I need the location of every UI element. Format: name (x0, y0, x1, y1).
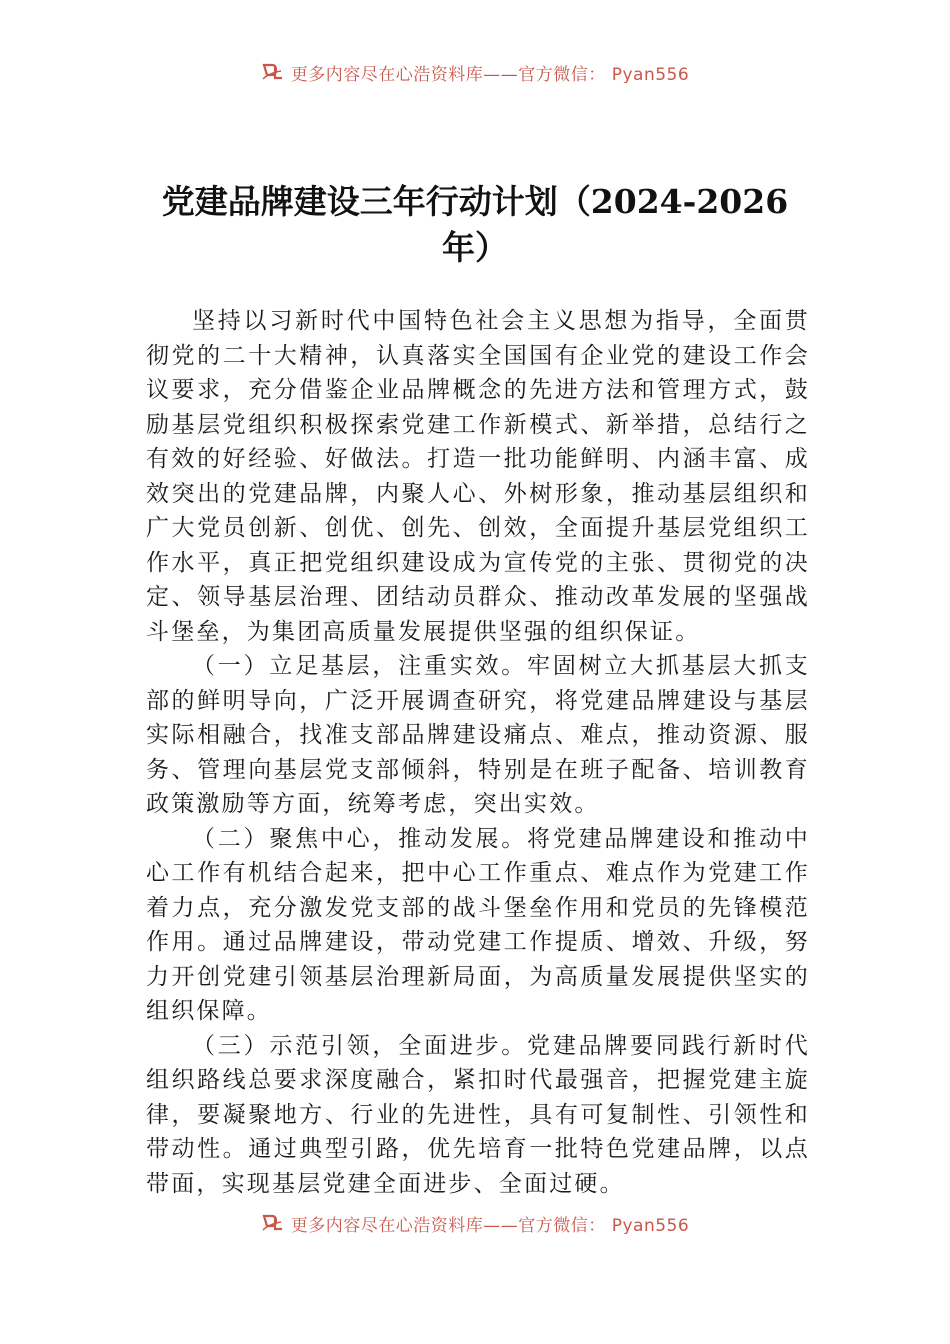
principle-paragraph-2: （二）聚焦中心，推动发展。将党建品牌建设和推动中心工作有机结合起来，把中心工作重点、难点作为党建工作着力点，充分激发党支部的战斗堡垒作用和党员的先锋模范作用。通过品牌建设，带动党建工作提质、增效、升级，努力开创党建引领基层治理新局面，为高质量发展提供坚实的组织保障。 (146, 825, 810, 1024)
principle-paragraph-1: （一）立足基层，注重实效。牢固树立大抓基层大抓支部的鲜明导向，广泛开展调查研究，将党建品牌建设与基层实际相融合，找准支部品牌建设痛点、难点，推动资源、服务、管理向基层党支部倾斜，特别是在班子配备、培训教育政策激励等方面，统筹考虑，突出实效。 (146, 653, 810, 817)
watermark-text: 更多内容尽在心浩资料库——官方微信： Pyan556 (290, 64, 690, 83)
document-title-line2: 年） (442, 228, 508, 267)
footer-watermark (0, 1212, 950, 1234)
dl-logo-icon (261, 1213, 285, 1233)
watermark-text: 更多内容尽在心浩资料库——官方微信： Pyan556 (290, 1215, 690, 1234)
principle-paragraph-3: （三）示范引领，全面进步。党建品牌要同践行新时代组织路线总要求深度融合，紧扣时代最强音，把握党建主旋律，要凝聚地方、行业的先进性，具有可复制性、引领性和带动性。通过典型引路，优先培育一批特色党建品牌，以点带面，实现基层党建全面进步、全面过硬。 (146, 1032, 810, 1197)
intro-paragraph: 坚持以习新时代中国特色社会主义思想为指导，全面贯彻党的二十大精神，认真落实全国国有企业党的建设工作会议要求，充分借鉴企业品牌概念的先进方法和管理方式，鼓励基层党组织积极探索党建工作新模式、新举措，总结行之有效的好经验、好做法。打造一批功能鲜明、内涵丰富、成效突出的党建品牌，内聚人心、外树形象，推动基层组织和广大党员创新、创优、创先、创效，全面提升基层党组织工作水平，真正把党组织建设成为宣传党的主张、贯彻党的决定、领导基层治理、团结动员群众、推动改革发展的坚强战斗堡垒，为集团高质量发展提供坚强的组织保证。 (146, 308, 810, 645)
document-body (146, 304, 810, 1201)
header-watermark (0, 61, 950, 83)
document-title-line1: 党建品牌建设三年行动计划（2024-2026 (161, 182, 789, 221)
dl-logo-icon (261, 62, 285, 82)
